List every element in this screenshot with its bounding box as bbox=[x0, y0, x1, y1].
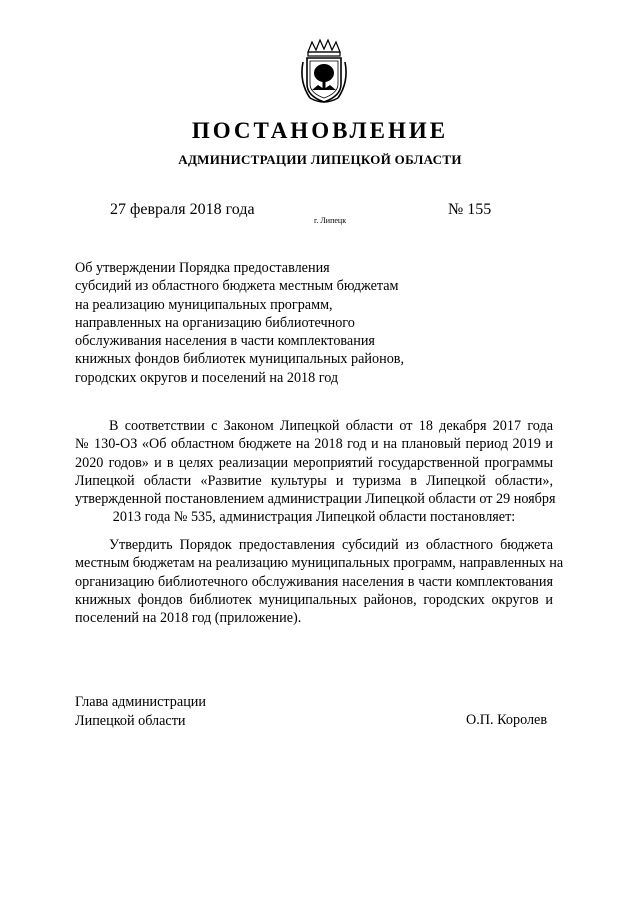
paragraph-line: 2020 годов» и в целях реализации мероприятий государственной программы bbox=[75, 454, 553, 471]
document-date: 27 февраля 2018 года bbox=[110, 201, 255, 218]
heading-line: субсидий из областного бюджета местным бюджетам bbox=[75, 278, 399, 295]
document-heading bbox=[75, 259, 495, 387]
paragraph-preamble bbox=[75, 417, 556, 527]
paragraph-line: В соответствии с Законом Липецкой области от 18 декабря 2017 года bbox=[109, 418, 553, 434]
document-city: г. Липецк bbox=[314, 216, 347, 225]
paragraph-line: организацию библиотечного обслуживания населения в части комплектования bbox=[75, 573, 553, 590]
signature-position-line: Липецкой области bbox=[75, 712, 186, 729]
paragraph-line: местным бюджетам на реализацию муниципальных программ, направленных на bbox=[75, 555, 564, 572]
heading-line: направленных на организацию библиотечного bbox=[75, 314, 355, 331]
paragraph-line: 2013 года № 535, администрация Липецкой области постановляет: bbox=[112, 509, 516, 526]
heading-line: на реализацию муниципальных программ, bbox=[75, 296, 333, 313]
heading-line: обслуживания населения в части комплектования bbox=[75, 333, 375, 350]
heading-line: городских округов и поселений на 2018 год bbox=[75, 369, 339, 386]
document-title: ПОСТАНОВЛЕНИЕ bbox=[191, 118, 449, 143]
paragraph-line: Липецкой области «Развитие культуры и туризма в Липецкой области», bbox=[75, 472, 553, 489]
heading-line: Об утверждении Порядка предоставления bbox=[75, 260, 330, 276]
paragraph-line: поселений на 2018 год (приложение). bbox=[75, 610, 302, 627]
paragraph-line: № 130-ОЗ «Об областном бюджете на 2018 год и на плановый период 2019 и bbox=[75, 436, 553, 453]
signature-position bbox=[75, 693, 206, 730]
document-number: № 155 bbox=[448, 201, 492, 218]
heading-line: книжных фондов библиотек муниципальных районов, bbox=[75, 351, 405, 368]
paragraph-line: книжных фондов библиотек муниципальных районов, городских округов и bbox=[75, 591, 553, 608]
lipetsk-coat-of-arms-icon bbox=[294, 38, 354, 106]
paragraph-resolution bbox=[75, 536, 564, 627]
paragraph-line: утвержденной постановлением администрации Липецкой области от 29 ноября bbox=[75, 491, 556, 508]
document-subtitle: АДМИНИСТРАЦИИ ЛИПЕЦКОЙ ОБЛАСТИ bbox=[178, 152, 462, 167]
signature-name: О.П. Королев bbox=[466, 712, 548, 728]
paragraph-line: Утвердить Порядок предоставления субсидий из областного бюджета bbox=[109, 537, 553, 553]
signature-position-line: Глава администрации bbox=[75, 694, 206, 710]
